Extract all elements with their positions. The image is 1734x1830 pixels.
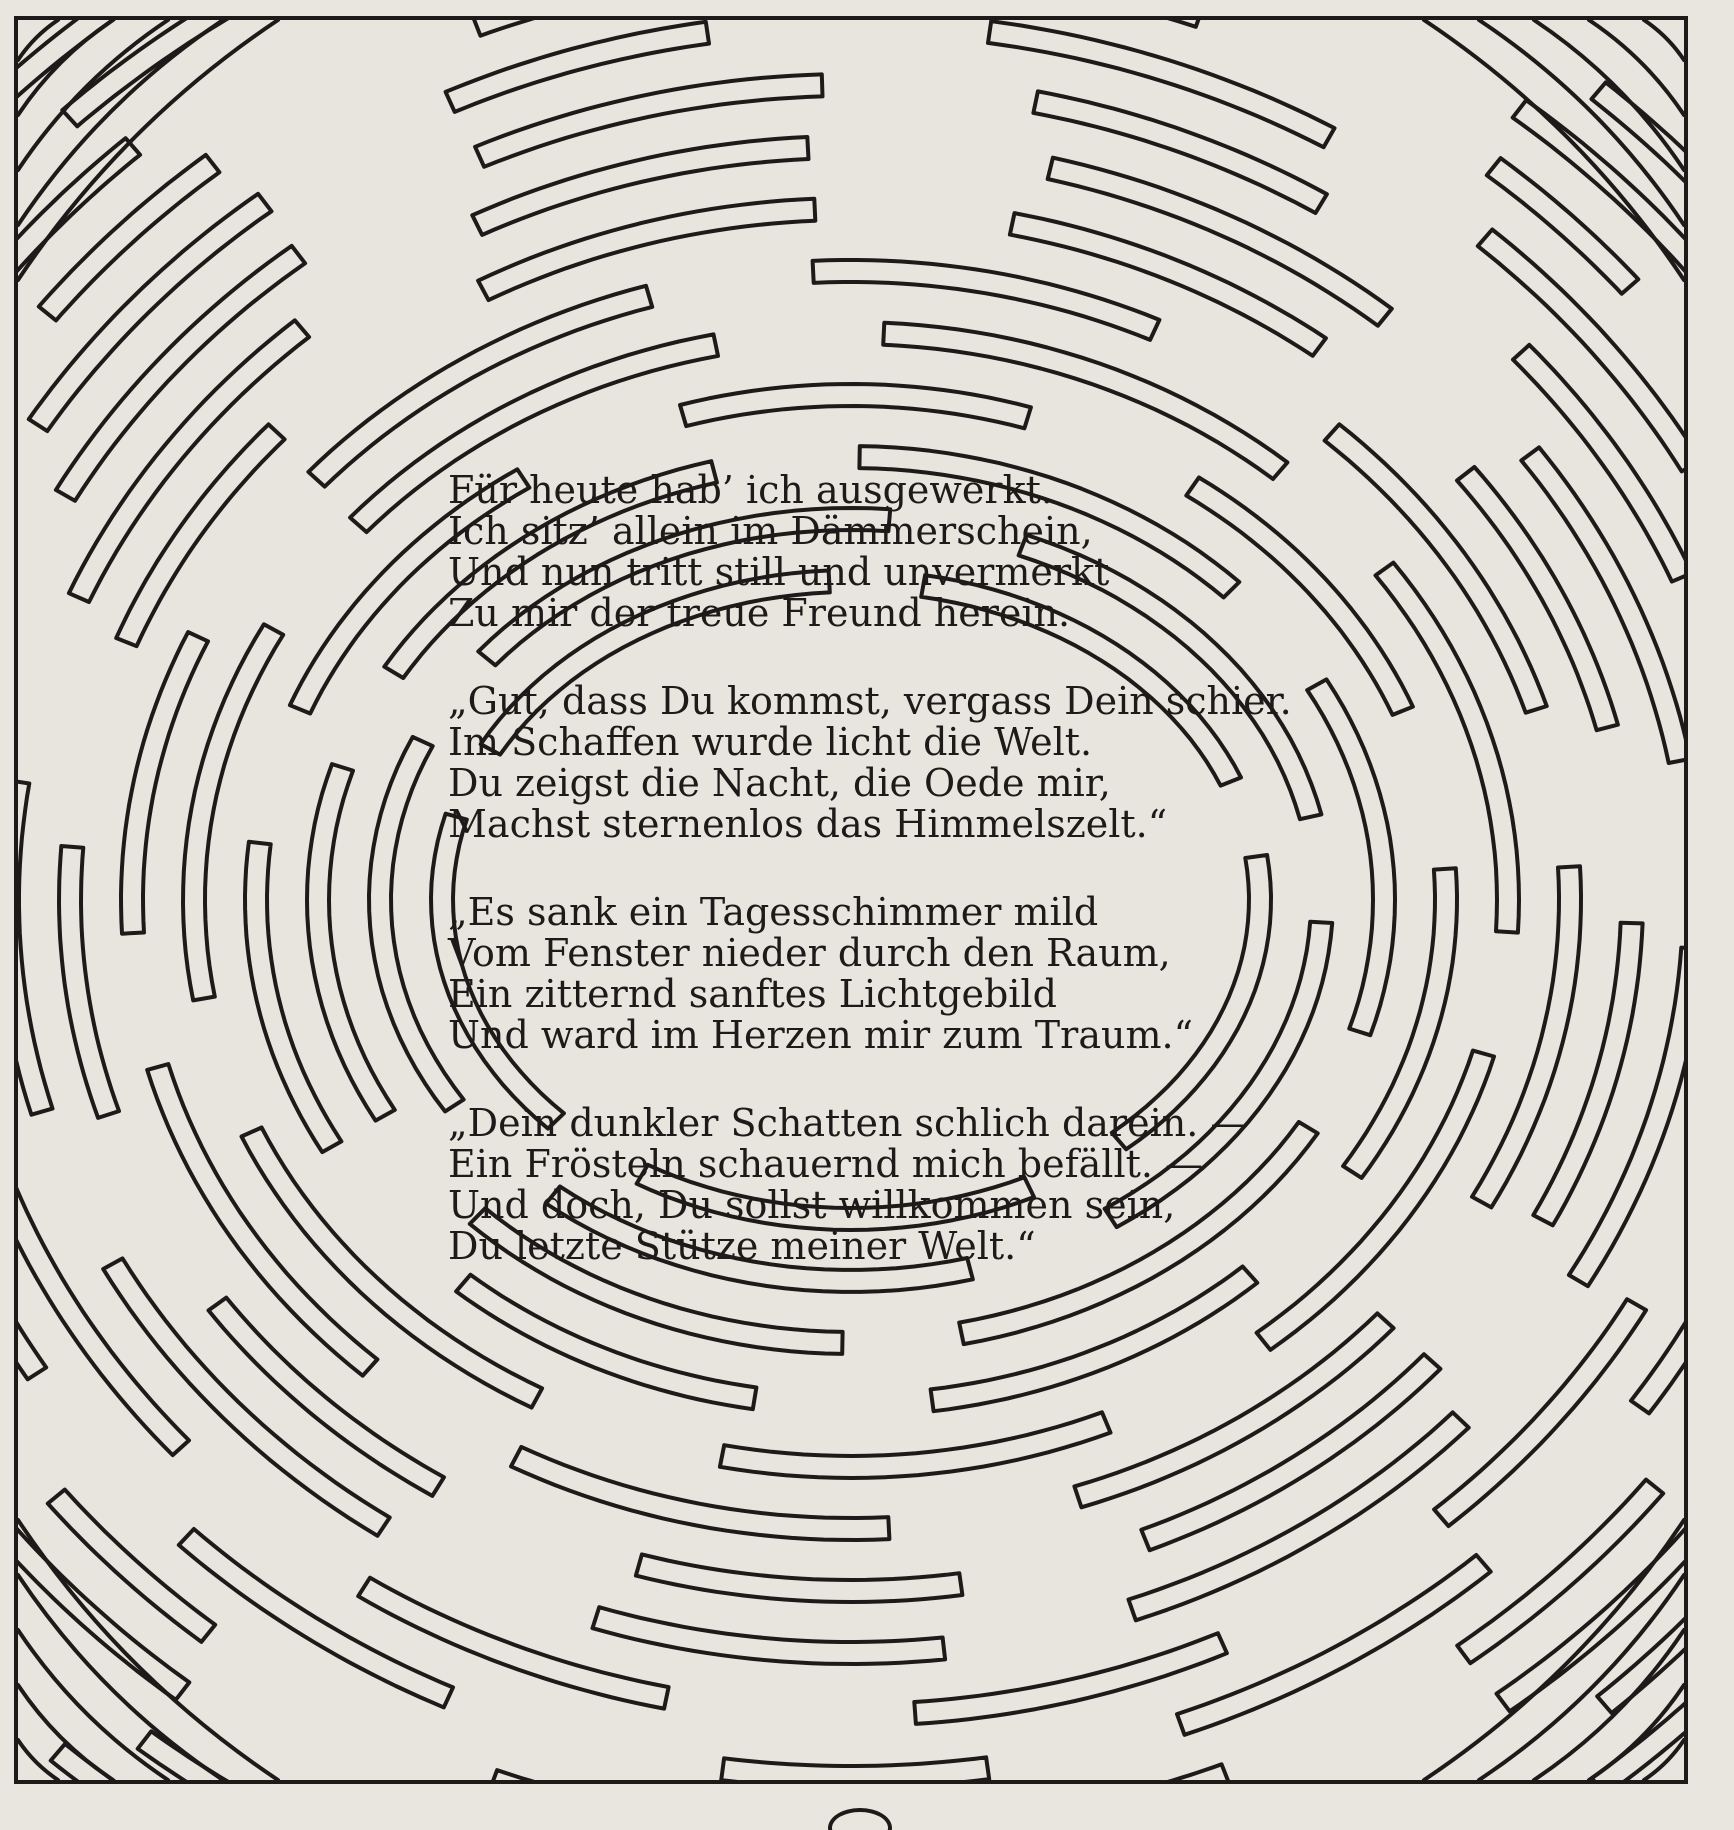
- ring-segment: [1434, 1299, 1646, 1526]
- poem-line: Du zeigst die Nacht, die Oede mir,: [448, 761, 1111, 805]
- ring-segment: [680, 384, 1031, 428]
- ring-segment: [1569, 948, 1684, 1287]
- poem-line: Und ward im Herzen mir zum Traum.“: [448, 1013, 1193, 1057]
- poem-line: Im Schaffen wurde licht die Welt.: [448, 720, 1093, 764]
- ring-segment: [720, 1412, 1111, 1478]
- ring-segment: [18, 138, 140, 293]
- ring-segment: [593, 1607, 946, 1664]
- ring-segment: [1023, 1764, 1230, 1780]
- ring-segment: [489, 1770, 697, 1780]
- ring-segment: [1533, 923, 1642, 1226]
- poem-line: Du letzte Stütze meiner Welt.“: [448, 1224, 1036, 1268]
- ring-segment: [475, 74, 822, 166]
- poem-line: Vom Fenster nieder durch den Raum,: [448, 931, 1171, 975]
- ring-segment: [39, 155, 220, 321]
- poem-line: „Dein dunkler Schatten schlich darein. —: [448, 1101, 1249, 1145]
- poem-line: Ein Frösteln schauernd mich befällt. —: [448, 1142, 1204, 1186]
- poem-line: Und doch, Du sollst willkommen sein,: [448, 1183, 1176, 1227]
- corner-stroke: [1644, 20, 1684, 60]
- corner-stroke: [18, 20, 278, 280]
- stanza-3: [448, 892, 1448, 1056]
- stanza-1: [448, 470, 1448, 634]
- ring-segment: [1631, 1145, 1684, 1414]
- corner-stroke: [18, 20, 113, 115]
- ring-segment: [813, 260, 1160, 340]
- poem-line: Für heute hab’ ich ausgewerkt.: [448, 468, 1053, 512]
- ring-segment: [1048, 158, 1392, 326]
- ring-segment: [209, 1298, 445, 1496]
- poem-line: Und nun tritt still und unvermerkt: [448, 550, 1110, 594]
- corner-stroke: [1589, 20, 1684, 115]
- ring-segment: [1513, 345, 1684, 582]
- stanza-2: [448, 681, 1448, 845]
- corner-stroke: [1589, 1685, 1684, 1780]
- ring-segment: [147, 1064, 377, 1376]
- ring-segment: [1074, 1313, 1393, 1507]
- stanza-4: [448, 1103, 1448, 1267]
- ring-segment: [1457, 467, 1618, 730]
- ring-segment: [18, 1188, 189, 1456]
- poem-line: Ich sitz’ allein im Dämmerschein,: [448, 509, 1093, 553]
- corner-stroke: [18, 20, 168, 170]
- ring-segment: [18, 780, 53, 1115]
- poem-line: „Es sank ein Tagesschimmer mild: [448, 890, 1099, 934]
- corner-stroke: [1534, 1630, 1684, 1780]
- ornamental-frame: [14, 16, 1688, 1784]
- ring-segment: [116, 424, 284, 646]
- ring-segment: [59, 846, 119, 1118]
- ring-segment: [511, 1447, 889, 1540]
- corner-stroke: [18, 1630, 168, 1780]
- poem-line: Ein zitternd sanftes Lichtgebild: [448, 972, 1057, 1016]
- ring-segment: [988, 21, 1335, 147]
- ring-segment: [179, 1529, 453, 1707]
- ring-segment: [721, 1757, 989, 1780]
- corner-stroke: [1534, 20, 1684, 170]
- poem-line: „Gut, dass Du kommst, vergass Dein schier.: [448, 679, 1292, 723]
- poem: [448, 470, 1448, 1314]
- corner-stroke: [18, 1685, 113, 1780]
- poem-line: Machst sternenlos das Himmelszelt.“: [448, 802, 1168, 846]
- page-ornament-mark: [828, 1808, 892, 1830]
- ring-segment: [883, 323, 1287, 479]
- ring-segment: [914, 1633, 1227, 1724]
- ring-segment: [69, 320, 309, 602]
- ring-segment: [245, 842, 341, 1152]
- poem-line: Zu mir der treue Freund herein.: [448, 591, 1071, 635]
- ring-segment: [636, 1554, 963, 1602]
